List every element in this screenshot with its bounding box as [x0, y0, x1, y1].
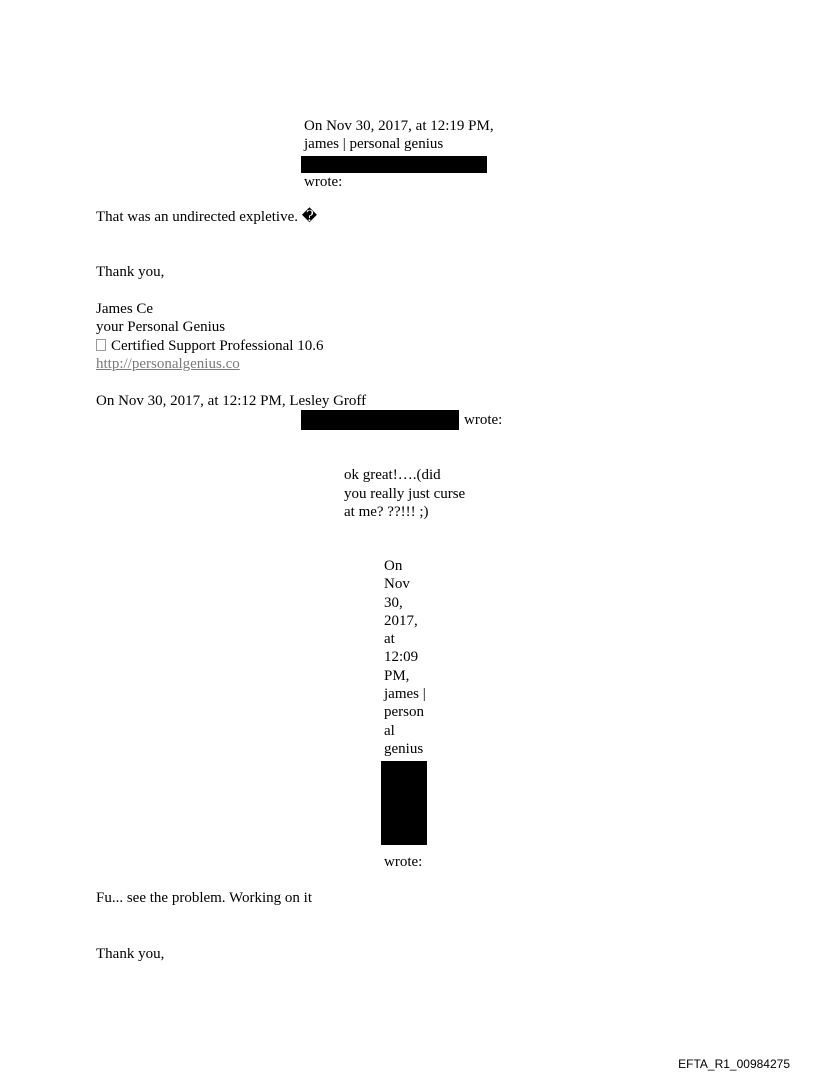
document-id: EFTA_R1_00984275 [678, 1057, 790, 1071]
signature-cert-text: Certified Support Professional 10.6 [111, 338, 324, 354]
message-text: Fu... see the problem. Working on it [96, 890, 312, 906]
closing-thanks: Thank you, [96, 264, 165, 280]
reply-line-1: ok great!….(did [344, 467, 441, 483]
reply-line-3: at me? ??!!! ;) [344, 504, 429, 520]
header3-word: Nov [384, 576, 410, 593]
box-glyph-icon [96, 339, 106, 351]
header3-word: person [384, 704, 424, 721]
header3-word: al [384, 722, 395, 739]
header3-word: PM, [384, 667, 410, 684]
redaction-box [381, 761, 427, 845]
header3-word: 30, [384, 594, 403, 611]
header1-wrote: wrote: [304, 174, 343, 190]
signature-cert [96, 337, 323, 355]
header3-word: 12:09 [384, 649, 419, 666]
redaction-box [301, 410, 459, 430]
reply-line-2: you really just curse [344, 486, 466, 502]
redaction-box [301, 156, 487, 173]
header3-column [384, 557, 430, 758]
header3-word: 2017, [384, 612, 418, 629]
header3-word: james | [384, 686, 426, 703]
header3-word: genius [384, 740, 424, 757]
header1-sender: james | personal genius [304, 136, 444, 152]
signature-link[interactable]: http://personalgenius.co [96, 356, 240, 372]
header1-date-line: On Nov 30, 2017, at 12:19 PM, [304, 118, 494, 134]
header2-line: On Nov 30, 2017, at 12:12 PM, Lesley Groff [96, 393, 367, 409]
signature-title: your Personal Genius [96, 319, 226, 335]
message-text: That was an undirected expletive. � [96, 209, 318, 225]
header3-wrote: wrote: [384, 854, 423, 870]
header3-word: On [384, 558, 403, 574]
signature-name: James Ce [96, 301, 154, 317]
header3-word: at [384, 631, 395, 648]
header2-wrote: wrote: [464, 412, 503, 428]
closing-thanks: Thank you, [96, 946, 165, 962]
